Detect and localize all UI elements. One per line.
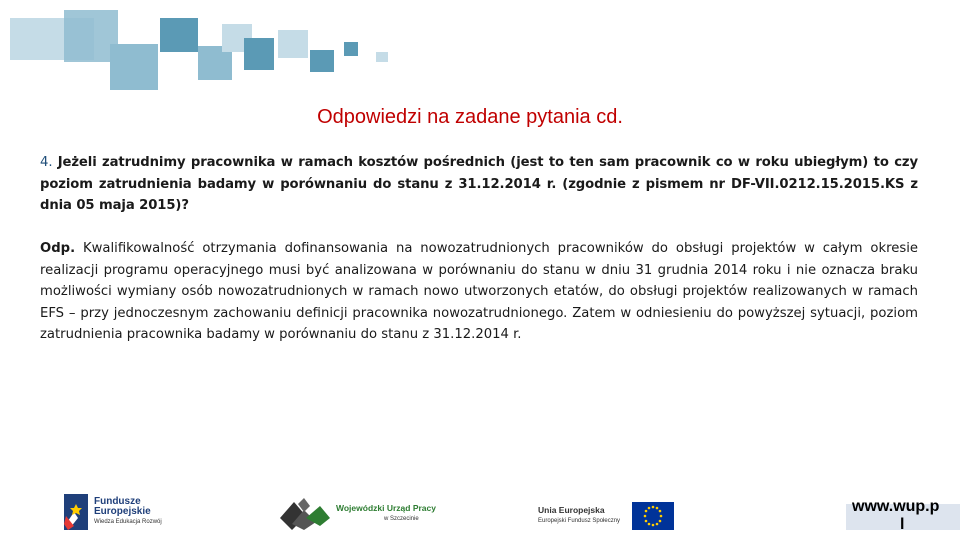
wup-mark-icon — [280, 496, 330, 530]
deco-square — [310, 50, 334, 72]
deco-square — [160, 18, 198, 52]
unia-europejska-logo — [538, 500, 678, 532]
website-url-line2[interactable]: l — [900, 516, 905, 533]
question-text: Jeżeli zatrudnimy pracownika w ramach kosztów pośrednich (jest to ten sam pracownik co w roku ubiegłym) to czy poziom zatrudnienia badamy w porównaniu do stanu z 31.12.2014 r. (zgodnie z pismem nr DF-VII.0212.15.2015.KS z dnia 05 maja 2015)? — [40, 155, 918, 213]
question-number: 4. — [40, 155, 53, 170]
deco-square — [278, 30, 308, 58]
slide-title: Odpowiedzi na zadane pytania cd. — [317, 106, 623, 128]
eu-flag-icon — [632, 502, 674, 530]
answer-text: Kwalifikowalność otrzymania dofinansowania na nowozatrudnionych pracowników do obsługi projektów w całym okresie realizacji programu operacyjnego musi być analizowana w porównaniu do stanu w dniu 31 grudnia 2014 roku i nie oznacza braku możliwości wymiany osób nowozatrudnionych w ramach nowo utworzonych etatów, do obsługi projektów realizowanych w ramach EFS – przy jednoczesnym zachowaniu definicji pracownika nowozatrudnionego. Zatem w odniesieniu do powyższej sytuacji, poziom zatrudnienia pracownika badamy w porównaniu do stanu z 31.12.2014 r. — [40, 241, 918, 342]
answer-label: Odp. — [40, 241, 76, 256]
website-url-line1[interactable]: www.wup.p — [852, 498, 940, 515]
wup-logo — [280, 496, 440, 532]
wup-logo-line2: w Szczecinie — [384, 516, 419, 522]
fe-logo-line1: Fundusze — [94, 496, 141, 507]
answer-paragraph — [40, 238, 918, 346]
ue-logo-line2: Europejski Fundusz Społeczny — [538, 518, 621, 524]
fe-logo-line3: Wiedza Edukacja Rozwój — [94, 519, 162, 525]
question-paragraph — [40, 152, 918, 217]
wup-logo-line1: Wojewódzki Urząd Pracy — [336, 503, 436, 513]
fe-star-flag-icon — [64, 494, 88, 530]
ue-logo-line1: Unia Europejska — [538, 505, 605, 515]
deco-square — [344, 42, 358, 56]
fe-logo-line2: Europejskie — [94, 506, 151, 517]
deco-square — [110, 44, 158, 90]
website-url-box — [846, 498, 960, 533]
deco-square — [244, 38, 274, 70]
deco-square — [376, 52, 388, 62]
fundusze-europejskie-logo — [64, 494, 184, 532]
